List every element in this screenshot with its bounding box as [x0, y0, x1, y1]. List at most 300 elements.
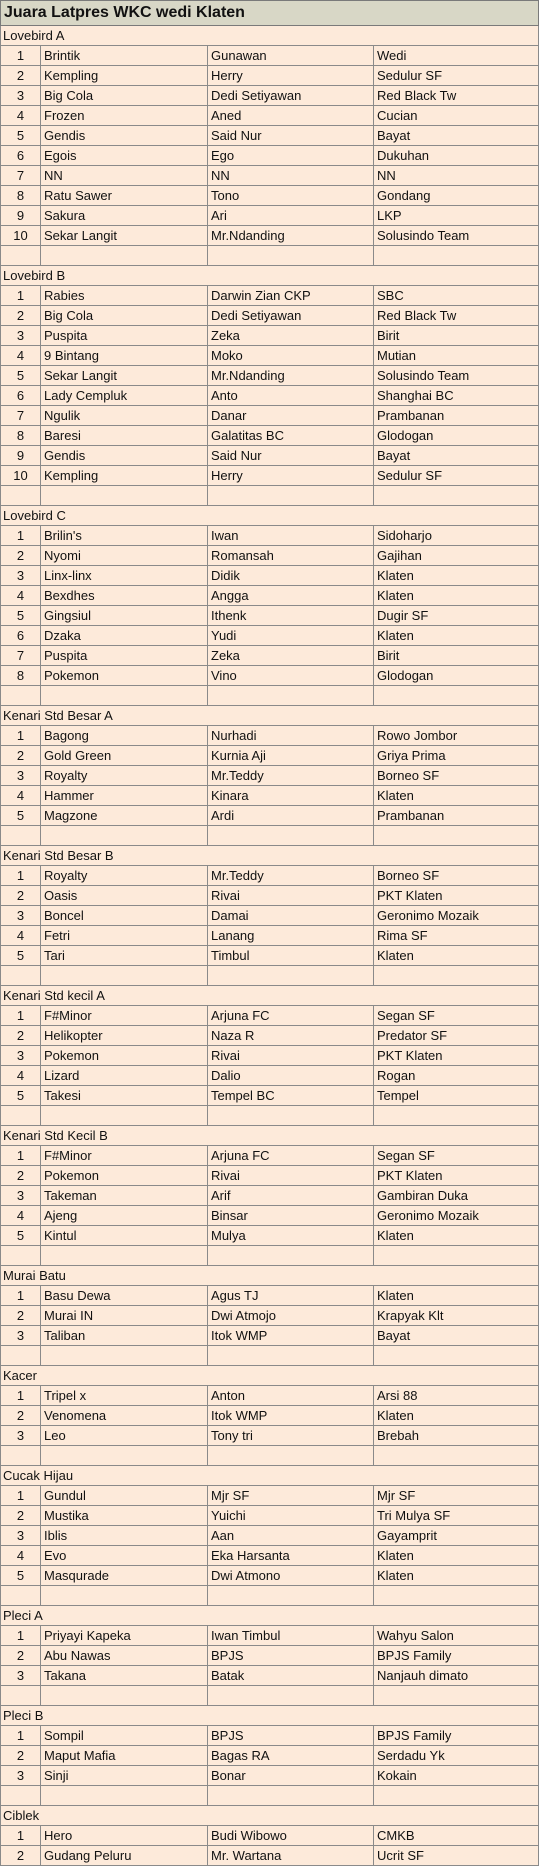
table-row: [0, 1746, 539, 1766]
team-cell: Borneo SF: [374, 766, 539, 786]
bird-name-cell: Mustika: [41, 1506, 208, 1526]
bird-name-cell: Puspita: [41, 646, 208, 666]
team-cell: Prambanan: [374, 406, 539, 426]
table-row: [0, 106, 539, 126]
owner-cell: Romansah: [208, 546, 374, 566]
table-row: [0, 1486, 539, 1506]
team-cell: PKT Klaten: [374, 1166, 539, 1186]
category-header-row: [0, 846, 539, 866]
results-table: [0, 26, 539, 1866]
owner-cell: Ego: [208, 146, 374, 166]
sheet-title-row: [0, 0, 539, 26]
table-row: [0, 306, 539, 326]
blank-row: [0, 1446, 539, 1466]
category-name: Murai Batu: [0, 1266, 539, 1286]
table-row: [0, 366, 539, 386]
rank-cell: 6: [0, 626, 41, 646]
rank-cell: 1: [0, 526, 41, 546]
rank-cell: 1: [0, 1006, 41, 1026]
owner-cell: Tony tri: [208, 1426, 374, 1446]
owner-cell: Angga: [208, 586, 374, 606]
table-row: [0, 186, 539, 206]
bird-name-cell: Taliban: [41, 1326, 208, 1346]
table-row: [0, 1566, 539, 1586]
bird-name-cell: [41, 1106, 208, 1126]
bird-name-cell: Abu Nawas: [41, 1646, 208, 1666]
owner-cell: Didik: [208, 566, 374, 586]
rank-cell: 4: [0, 1206, 41, 1226]
bird-name-cell: Dzaka: [41, 626, 208, 646]
owner-cell: [208, 1106, 374, 1126]
bird-name-cell: [41, 966, 208, 986]
category-header-row: [0, 1606, 539, 1626]
owner-cell: [208, 246, 374, 266]
bird-name-cell: Big Cola: [41, 306, 208, 326]
owner-cell: Itok WMP: [208, 1326, 374, 1346]
team-cell: Shanghai BC: [374, 386, 539, 406]
table-row: [0, 926, 539, 946]
rank-cell: 8: [0, 666, 41, 686]
bird-name-cell: Big Cola: [41, 86, 208, 106]
bird-name-cell: [41, 246, 208, 266]
team-cell: Wahyu Salon: [374, 1626, 539, 1646]
owner-cell: Moko: [208, 346, 374, 366]
bird-name-cell: Ratu Sawer: [41, 186, 208, 206]
team-cell: Brebah: [374, 1426, 539, 1446]
rank-cell: 9: [0, 446, 41, 466]
team-cell: BPJS Family: [374, 1646, 539, 1666]
rank-cell: 5: [0, 806, 41, 826]
team-cell: [374, 1446, 539, 1466]
bird-name-cell: Frozen: [41, 106, 208, 126]
team-cell: SBC: [374, 286, 539, 306]
table-row: [0, 226, 539, 246]
owner-cell: [208, 1246, 374, 1266]
team-cell: Klaten: [374, 1406, 539, 1426]
owner-cell: Timbul: [208, 946, 374, 966]
owner-cell: Naza R: [208, 1026, 374, 1046]
team-cell: Rogan: [374, 1066, 539, 1086]
blank-row: [0, 826, 539, 846]
owner-cell: Mjr SF: [208, 1486, 374, 1506]
owner-cell: Herry: [208, 466, 374, 486]
table-row: [0, 1166, 539, 1186]
team-cell: Red Black Tw: [374, 306, 539, 326]
rank-cell: 10: [0, 466, 41, 486]
bird-name-cell: Royalty: [41, 766, 208, 786]
category-header-row: [0, 1466, 539, 1486]
owner-cell: Binsar: [208, 1206, 374, 1226]
team-cell: [374, 966, 539, 986]
table-row: [0, 1186, 539, 1206]
rank-cell: 2: [0, 886, 41, 906]
table-row: [0, 386, 539, 406]
table-row: [0, 1766, 539, 1786]
rank-cell: 7: [0, 646, 41, 666]
owner-cell: [208, 1686, 374, 1706]
category-header-row: [0, 1366, 539, 1386]
category-header-row: [0, 266, 539, 286]
rank-cell: 3: [0, 1526, 41, 1546]
rank-cell: 5: [0, 1086, 41, 1106]
team-cell: Solusindo Team: [374, 366, 539, 386]
rank-cell: 3: [0, 1766, 41, 1786]
bird-name-cell: F#Minor: [41, 1006, 208, 1026]
rank-cell: 3: [0, 766, 41, 786]
owner-cell: Iwan: [208, 526, 374, 546]
owner-cell: [208, 1586, 374, 1606]
owner-cell: Said Nur: [208, 126, 374, 146]
blank-row: [0, 246, 539, 266]
owner-cell: NN: [208, 166, 374, 186]
table-row: [0, 746, 539, 766]
rank-cell: 1: [0, 286, 41, 306]
bird-name-cell: Nyomi: [41, 546, 208, 566]
bird-name-cell: Pokemon: [41, 666, 208, 686]
bird-name-cell: Boncel: [41, 906, 208, 926]
bird-name-cell: Venomena: [41, 1406, 208, 1426]
team-cell: Rowo Jombor: [374, 726, 539, 746]
bird-name-cell: Evo: [41, 1546, 208, 1566]
blank-row: [0, 1346, 539, 1366]
bird-name-cell: Royalty: [41, 866, 208, 886]
owner-cell: Budi Wibowo: [208, 1826, 374, 1846]
table-row: [0, 146, 539, 166]
table-row: [0, 946, 539, 966]
rank-cell: 3: [0, 1326, 41, 1346]
owner-cell: Dwi Atmono: [208, 1566, 374, 1586]
bird-name-cell: [41, 1446, 208, 1466]
owner-cell: Itok WMP: [208, 1406, 374, 1426]
team-cell: Geronimo Mozaik: [374, 1206, 539, 1226]
table-row: [0, 786, 539, 806]
table-row: [0, 1066, 539, 1086]
owner-cell: [208, 1786, 374, 1806]
rank-cell: 1: [0, 1726, 41, 1746]
bird-name-cell: Tripel x: [41, 1386, 208, 1406]
team-cell: Gondang: [374, 186, 539, 206]
bird-name-cell: [41, 486, 208, 506]
team-cell: PKT Klaten: [374, 886, 539, 906]
team-cell: Cucian: [374, 106, 539, 126]
rank-cell: [0, 1586, 41, 1606]
team-cell: [374, 1586, 539, 1606]
rank-cell: 5: [0, 946, 41, 966]
rank-cell: 2: [0, 1846, 41, 1866]
owner-cell: Anton: [208, 1386, 374, 1406]
bird-name-cell: Sekar Langit: [41, 226, 208, 246]
category-name: Lovebird A: [0, 26, 539, 46]
category-name: Cucak Hijau: [0, 1466, 539, 1486]
owner-cell: Dwi Atmojo: [208, 1306, 374, 1326]
category-header-row: [0, 1266, 539, 1286]
rank-cell: 1: [0, 1826, 41, 1846]
table-row: [0, 1026, 539, 1046]
rank-cell: 2: [0, 1646, 41, 1666]
bird-name-cell: Murai IN: [41, 1306, 208, 1326]
bird-name-cell: Lady Cempluk: [41, 386, 208, 406]
table-row: [0, 1406, 539, 1426]
bird-name-cell: Ngulik: [41, 406, 208, 426]
team-cell: CMKB: [374, 1826, 539, 1846]
owner-cell: Rivai: [208, 886, 374, 906]
table-row: [0, 886, 539, 906]
team-cell: Arsi 88: [374, 1386, 539, 1406]
bird-name-cell: Tari: [41, 946, 208, 966]
owner-cell: Zeka: [208, 326, 374, 346]
rank-cell: [0, 1346, 41, 1366]
owner-cell: Tono: [208, 186, 374, 206]
owner-cell: [208, 966, 374, 986]
owner-cell: Arjuna FC: [208, 1006, 374, 1026]
table-row: [0, 566, 539, 586]
rank-cell: 8: [0, 426, 41, 446]
team-cell: Klaten: [374, 1566, 539, 1586]
table-row: [0, 1826, 539, 1846]
owner-cell: Eka Harsanta: [208, 1546, 374, 1566]
bird-name-cell: Helikopter: [41, 1026, 208, 1046]
blank-row: [0, 1246, 539, 1266]
owner-cell: Vino: [208, 666, 374, 686]
rank-cell: 5: [0, 366, 41, 386]
blank-row: [0, 1586, 539, 1606]
rank-cell: 8: [0, 186, 41, 206]
table-row: [0, 1526, 539, 1546]
table-row: [0, 1306, 539, 1326]
category-name: Pleci B: [0, 1706, 539, 1726]
rank-cell: 3: [0, 906, 41, 926]
table-row: [0, 606, 539, 626]
bird-name-cell: 9 Bintang: [41, 346, 208, 366]
rank-cell: 2: [0, 1166, 41, 1186]
table-row: [0, 86, 539, 106]
rank-cell: 1: [0, 1626, 41, 1646]
bird-name-cell: [41, 826, 208, 846]
team-cell: Klaten: [374, 626, 539, 646]
team-cell: [374, 1346, 539, 1366]
team-cell: BPJS Family: [374, 1726, 539, 1746]
team-cell: Gambiran Duka: [374, 1186, 539, 1206]
owner-cell: Lanang: [208, 926, 374, 946]
bird-name-cell: Basu Dewa: [41, 1286, 208, 1306]
category-header-row: [0, 506, 539, 526]
bird-name-cell: [41, 686, 208, 706]
rank-cell: 5: [0, 126, 41, 146]
rank-cell: 5: [0, 1566, 41, 1586]
rank-cell: [0, 826, 41, 846]
category-name: Pleci A: [0, 1606, 539, 1626]
sheet-title: Juara Latpres WKC wedi Klaten: [4, 4, 245, 21]
category-name: Lovebird B: [0, 266, 539, 286]
team-cell: Klaten: [374, 946, 539, 966]
category-name: Kenari Std Besar B: [0, 846, 539, 866]
category-header-row: [0, 1806, 539, 1826]
table-row: [0, 1426, 539, 1446]
bird-name-cell: Masqurade: [41, 1566, 208, 1586]
team-cell: Krapyak Klt: [374, 1306, 539, 1326]
table-row: [0, 406, 539, 426]
table-row: [0, 1646, 539, 1666]
owner-cell: Said Nur: [208, 446, 374, 466]
owner-cell: [208, 1346, 374, 1366]
owner-cell: Kinara: [208, 786, 374, 806]
owner-cell: [208, 1446, 374, 1466]
rank-cell: [0, 246, 41, 266]
team-cell: Klaten: [374, 1286, 539, 1306]
table-row: [0, 346, 539, 366]
owner-cell: Batak: [208, 1666, 374, 1686]
owner-cell: Rivai: [208, 1166, 374, 1186]
team-cell: Borneo SF: [374, 866, 539, 886]
table-row: [0, 766, 539, 786]
team-cell: Serdadu Yk: [374, 1746, 539, 1766]
owner-cell: Aan: [208, 1526, 374, 1546]
bird-name-cell: Hammer: [41, 786, 208, 806]
table-row: [0, 666, 539, 686]
owner-cell: Mr.Teddy: [208, 766, 374, 786]
team-cell: Segan SF: [374, 1006, 539, 1026]
team-cell: Bayat: [374, 126, 539, 146]
category-name: Ciblek: [0, 1806, 539, 1826]
owner-cell: Ithenk: [208, 606, 374, 626]
rank-cell: 5: [0, 606, 41, 626]
table-row: [0, 1086, 539, 1106]
bird-name-cell: Gundul: [41, 1486, 208, 1506]
rank-cell: 2: [0, 546, 41, 566]
owner-cell: Zeka: [208, 646, 374, 666]
rank-cell: 4: [0, 1546, 41, 1566]
rank-cell: 4: [0, 1066, 41, 1086]
blank-row: [0, 966, 539, 986]
owner-cell: Dalio: [208, 1066, 374, 1086]
rank-cell: [0, 686, 41, 706]
owner-cell: Yuichi: [208, 1506, 374, 1526]
table-row: [0, 466, 539, 486]
team-cell: Tri Mulya SF: [374, 1506, 539, 1526]
rank-cell: 2: [0, 1306, 41, 1326]
bird-name-cell: Sinji: [41, 1766, 208, 1786]
owner-cell: Gunawan: [208, 46, 374, 66]
rank-cell: 6: [0, 386, 41, 406]
rank-cell: 2: [0, 1746, 41, 1766]
team-cell: Glodogan: [374, 426, 539, 446]
team-cell: Bayat: [374, 446, 539, 466]
rank-cell: 2: [0, 746, 41, 766]
team-cell: LKP: [374, 206, 539, 226]
rank-cell: [0, 1786, 41, 1806]
owner-cell: Nurhadi: [208, 726, 374, 746]
bird-name-cell: [41, 1246, 208, 1266]
owner-cell: Mr. Wartana: [208, 1846, 374, 1866]
table-row: [0, 66, 539, 86]
bird-name-cell: Takesi: [41, 1086, 208, 1106]
rank-cell: 4: [0, 586, 41, 606]
bird-name-cell: Sakura: [41, 206, 208, 226]
table-row: [0, 126, 539, 146]
category-name: Kenari Std Kecil B: [0, 1126, 539, 1146]
rank-cell: [0, 486, 41, 506]
rank-cell: 2: [0, 1026, 41, 1046]
owner-cell: Damai: [208, 906, 374, 926]
team-cell: Rima SF: [374, 926, 539, 946]
team-cell: [374, 826, 539, 846]
team-cell: Segan SF: [374, 1146, 539, 1166]
team-cell: Birit: [374, 326, 539, 346]
team-cell: Klaten: [374, 1226, 539, 1246]
bird-name-cell: Gendis: [41, 126, 208, 146]
owner-cell: Bonar: [208, 1766, 374, 1786]
bird-name-cell: Baresi: [41, 426, 208, 446]
bird-name-cell: Gudang Peluru: [41, 1846, 208, 1866]
table-row: [0, 626, 539, 646]
owner-cell: Agus TJ: [208, 1286, 374, 1306]
rank-cell: 3: [0, 326, 41, 346]
rank-cell: 3: [0, 1666, 41, 1686]
table-row: [0, 1726, 539, 1746]
owner-cell: Kurnia Aji: [208, 746, 374, 766]
bird-name-cell: Leo: [41, 1426, 208, 1446]
bird-name-cell: Bagong: [41, 726, 208, 746]
team-cell: [374, 486, 539, 506]
owner-cell: Yudi: [208, 626, 374, 646]
rank-cell: 1: [0, 1146, 41, 1166]
team-cell: Prambanan: [374, 806, 539, 826]
rank-cell: 2: [0, 306, 41, 326]
table-row: [0, 1046, 539, 1066]
table-row: [0, 906, 539, 926]
rank-cell: [0, 966, 41, 986]
owner-cell: Iwan Timbul: [208, 1626, 374, 1646]
owner-cell: Anto: [208, 386, 374, 406]
team-cell: Klaten: [374, 586, 539, 606]
rank-cell: [0, 1246, 41, 1266]
owner-cell: [208, 686, 374, 706]
team-cell: Gayamprit: [374, 1526, 539, 1546]
bird-name-cell: Takeman: [41, 1186, 208, 1206]
category-name: Kenari Std Besar A: [0, 706, 539, 726]
owner-cell: [208, 486, 374, 506]
category-header-row: [0, 706, 539, 726]
table-row: [0, 1386, 539, 1406]
team-cell: [374, 246, 539, 266]
owner-cell: Danar: [208, 406, 374, 426]
bird-name-cell: [41, 1786, 208, 1806]
bird-name-cell: Lizard: [41, 1066, 208, 1086]
owner-cell: Ardi: [208, 806, 374, 826]
bird-name-cell: Takana: [41, 1666, 208, 1686]
category-header-row: [0, 986, 539, 1006]
table-row: [0, 286, 539, 306]
bird-name-cell: Magzone: [41, 806, 208, 826]
bird-name-cell: Gendis: [41, 446, 208, 466]
bird-name-cell: Pokemon: [41, 1166, 208, 1186]
bird-name-cell: [41, 1686, 208, 1706]
team-cell: Mjr SF: [374, 1486, 539, 1506]
team-cell: Ucrit SF: [374, 1846, 539, 1866]
bird-name-cell: Hero: [41, 1826, 208, 1846]
owner-cell: Galatitas BC: [208, 426, 374, 446]
owner-cell: Tempel BC: [208, 1086, 374, 1106]
bird-name-cell: Egois: [41, 146, 208, 166]
owner-cell: Dedi Setiyawan: [208, 86, 374, 106]
rank-cell: 3: [0, 566, 41, 586]
table-row: [0, 1006, 539, 1026]
category-header-row: [0, 1126, 539, 1146]
rank-cell: 7: [0, 406, 41, 426]
bird-name-cell: Fetri: [41, 926, 208, 946]
table-row: [0, 446, 539, 466]
table-row: [0, 206, 539, 226]
